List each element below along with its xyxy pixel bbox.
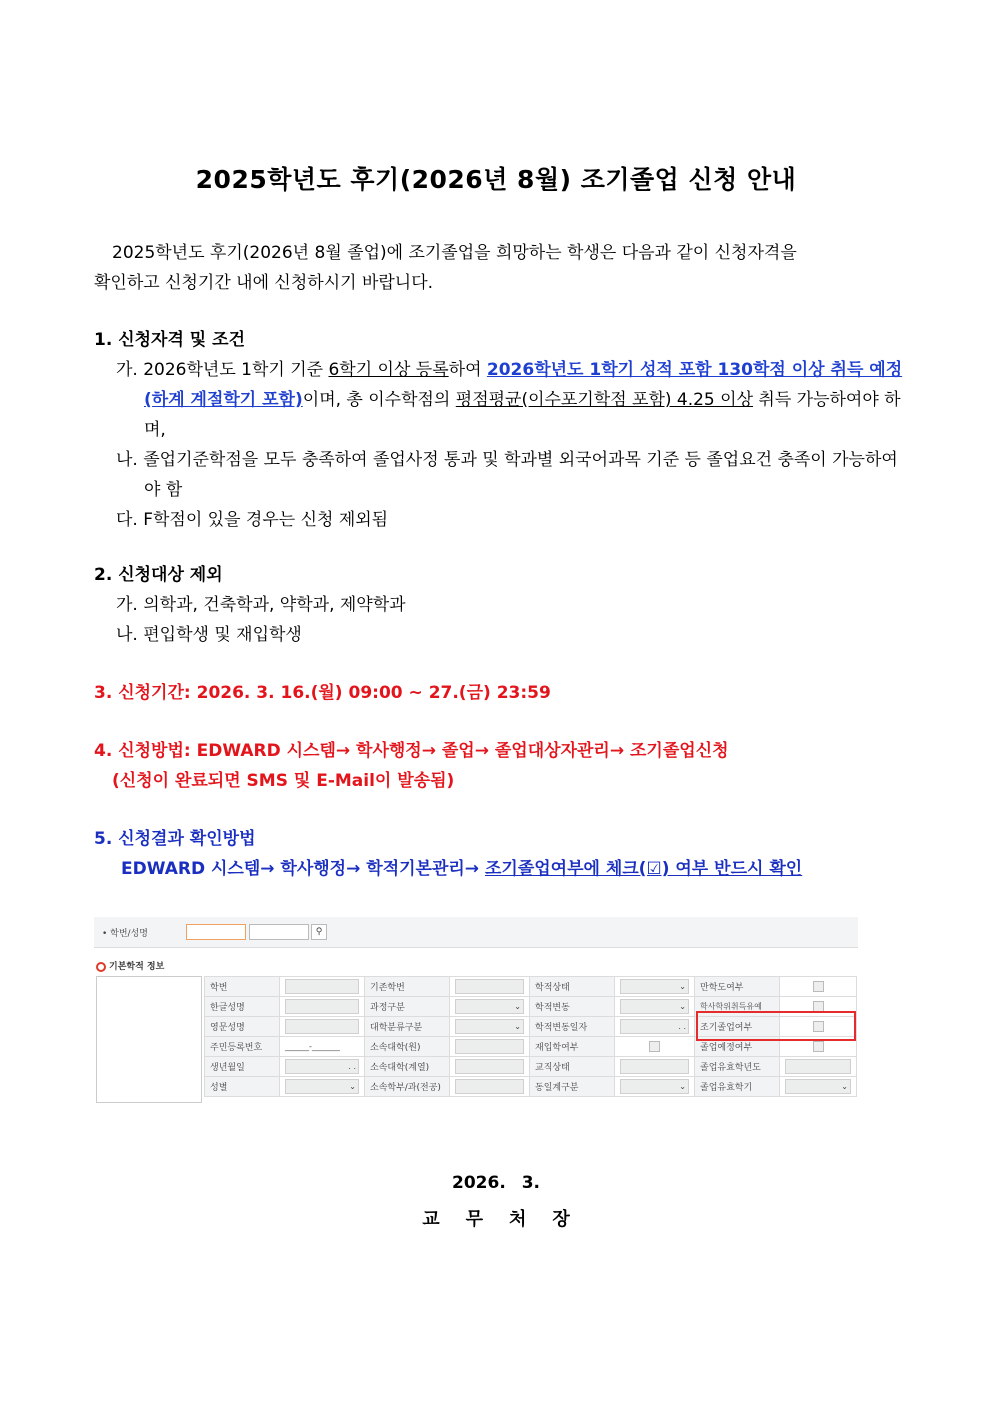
item-a-credits: 2026학년도 1학기 성적 포함 130학점 이상 취득 예정(하계 계절학기 포함) xyxy=(144,360,903,410)
highlight-box xyxy=(696,1011,856,1041)
field-value[interactable] xyxy=(450,1077,530,1097)
field-label: 졸업유효학년도 xyxy=(695,1057,780,1077)
intro-paragraph xyxy=(94,238,884,298)
field-value[interactable] xyxy=(450,977,530,997)
field-select[interactable]: ⌄ xyxy=(615,977,695,997)
section-5-heading: 5. 신청결과 확인방법 xyxy=(94,829,256,849)
result-path-prefix: EDWARD 시스템→ 학사행정→ 학적기본관리→ xyxy=(121,859,485,879)
eligibility-item-c: 다. F학점이 있을 경우는 신청 제외됨 xyxy=(116,510,389,530)
field-value[interactable] xyxy=(615,1057,695,1077)
field-label: 학사학위취득유예 xyxy=(695,997,780,1017)
method-line-2: (신청이 완료되면 SMS 및 E-Mail이 발송됨) xyxy=(112,771,455,791)
table-row xyxy=(205,1077,857,1097)
item-a-end: 취득 가능하여야 하며, xyxy=(144,390,901,440)
field-label: 소속대학(계열) xyxy=(365,1057,450,1077)
section-period: 3. 신청기간: 2026. 3. 16.(월) 09:00 ~ 27.(금) 23:59 xyxy=(94,683,551,703)
field-label: 소속대학(원) xyxy=(365,1037,450,1057)
date-field[interactable]: . . xyxy=(280,1057,365,1077)
field-label: 영문성명 xyxy=(205,1017,280,1037)
field-select[interactable]: ⌄ xyxy=(280,1077,365,1097)
exclusion-item-b: 나. 편입학생 및 재입학생 xyxy=(116,625,302,645)
field-label: 만학도여부 xyxy=(695,977,780,997)
section-basic-info-title: 기본학적 정보 xyxy=(109,962,165,972)
table-row xyxy=(205,977,857,997)
field-label: 학적상태 xyxy=(530,977,615,997)
page-title: 2025학년도 후기(2026년 8월) 조기졸업 신청 안내 xyxy=(195,165,797,194)
early-graduation-label: 조기졸업여부 xyxy=(695,1017,780,1037)
field-value[interactable] xyxy=(280,997,365,1017)
item-a-semesters: 6학기 이상 등록 xyxy=(328,360,449,380)
document-date: 2026. 3. xyxy=(452,1173,540,1193)
search-icon[interactable]: ⚲ xyxy=(311,924,327,940)
field-select[interactable]: ⌄ xyxy=(450,1017,530,1037)
section-basic-info xyxy=(96,959,164,972)
edward-screenshot xyxy=(94,917,858,1105)
bullet-icon xyxy=(96,962,106,972)
field-value[interactable] xyxy=(780,1057,857,1077)
intro-line-1: 2025학년도 후기(2026년 8월 졸업)에 조기졸업을 희망하는 학생은 다음과 같이 신청자격을 xyxy=(112,243,797,263)
field-label: 교직상태 xyxy=(530,1057,615,1077)
eligibility-item-a xyxy=(94,355,904,445)
photo-box xyxy=(96,976,202,1103)
search-label: • 학번/성명 xyxy=(102,929,148,939)
search-bar xyxy=(94,917,858,948)
field-label: 졸업유효학기 xyxy=(695,1077,780,1097)
field-select[interactable]: ⌄ xyxy=(615,997,695,1017)
item-a-mid2: 이며, 총 이수학점의 xyxy=(302,390,456,410)
field-label: 생년월일 xyxy=(205,1057,280,1077)
date-field[interactable]: . . xyxy=(615,1017,695,1037)
field-label: 재입학여부 xyxy=(530,1037,615,1057)
issuer: 교무처장 xyxy=(422,1209,596,1230)
field-label: 소속학부/과(전공) xyxy=(365,1077,450,1097)
field-label: 한글성명 xyxy=(205,997,280,1017)
table-row xyxy=(205,1057,857,1077)
section-1-heading: 1. 신청자격 및 조건 xyxy=(94,330,245,350)
intro-line-2: 확인하고 신청기간 내에 신청하시기 바랍니다. xyxy=(94,273,434,293)
field-select[interactable]: ⌄ xyxy=(450,997,530,1017)
method-line-1: 4. 신청방법: EDWARD 시스템→ 학사행정→ 졸업→ 졸업대상자관리→ 조기졸업신청 xyxy=(94,741,729,761)
field-value[interactable] xyxy=(280,977,365,997)
field-label: 대학분류구분 xyxy=(365,1017,450,1037)
item-a-prefix: 가. 2026학년도 1학기 기준 xyxy=(116,360,329,380)
field-value[interactable] xyxy=(450,1057,530,1077)
section-eligibility xyxy=(94,325,904,535)
item-a-mid1: 하여 xyxy=(448,360,487,380)
field-value[interactable]: ______-_______ xyxy=(280,1037,365,1057)
result-path-check: 조기졸업여부에 체크(☑) 여부 반드시 확인 xyxy=(484,859,803,879)
eligibility-item-b: 나. 졸업기준학점을 모두 충족하여 졸업사정 통과 및 학과별 외국어과목 기준 등 졸업요건 충족이 가능하여야 함 xyxy=(116,450,898,500)
section-2-heading: 2. 신청대상 제외 xyxy=(94,565,223,585)
field-label: 기존학번 xyxy=(365,977,450,997)
section-result xyxy=(94,824,904,884)
field-label: 성별 xyxy=(205,1077,280,1097)
field-label: 졸업예정여부 xyxy=(695,1037,780,1057)
item-a-gpa: 평점평균(이수포기학점 포함) 4.25 이상 xyxy=(455,390,754,410)
section-method xyxy=(94,736,904,796)
field-label: 주민등록번호 xyxy=(205,1037,280,1057)
field-label: 학번 xyxy=(205,977,280,997)
field-value[interactable] xyxy=(280,1017,365,1037)
field-label: 학적변동일자 xyxy=(530,1017,615,1037)
field-select[interactable]: ⌄ xyxy=(780,1077,857,1097)
field-label: 과정구분 xyxy=(365,997,450,1017)
field-label: 학적변동 xyxy=(530,997,615,1017)
field-checkbox[interactable] xyxy=(780,977,857,997)
field-select[interactable]: ⌄ xyxy=(615,1077,695,1097)
student-id-input[interactable] xyxy=(186,924,246,940)
section-exclusions xyxy=(94,560,904,650)
field-value[interactable] xyxy=(450,1037,530,1057)
exclusion-item-a: 가. 의학과, 건축학과, 약학과, 제약학과 xyxy=(116,595,406,615)
field-label: 동일계구분 xyxy=(530,1077,615,1097)
field-checkbox[interactable] xyxy=(615,1037,695,1057)
result-path xyxy=(94,854,904,884)
student-name-input[interactable] xyxy=(249,924,309,940)
